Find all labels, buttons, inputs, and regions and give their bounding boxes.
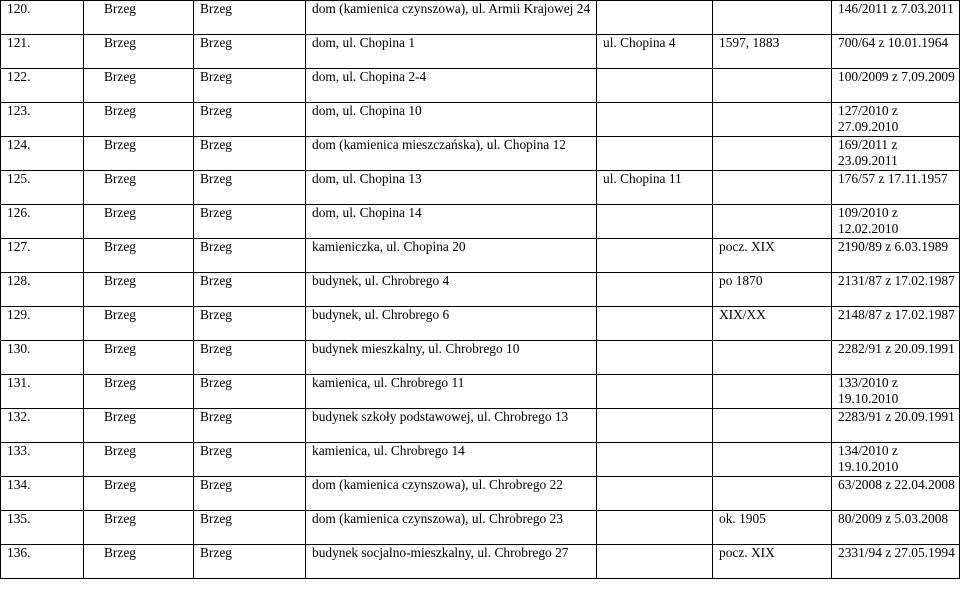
cell-number: 129.: [1, 307, 84, 341]
cell-commune: Brzeg: [84, 205, 194, 239]
cell-number: 120.: [1, 1, 84, 35]
table-row: [1, 511, 960, 545]
table-row: [1, 443, 960, 477]
cell-object: dom, ul. Chopina 2-4: [306, 69, 597, 103]
cell-number: 135.: [1, 511, 84, 545]
cell-register-number: 2190/89 z 6.03.1989: [832, 239, 960, 273]
cell-commune: Brzeg: [84, 477, 194, 511]
cell-commune: Brzeg: [84, 239, 194, 273]
cell-dating: [713, 409, 832, 443]
cell-dating: pocz. XIX: [713, 545, 832, 579]
cell-number: 130.: [1, 341, 84, 375]
cell-register-number: 63/2008 z 22.04.2008: [832, 477, 960, 511]
cell-register-number: 134/2010 z 19.10.2010: [832, 443, 960, 477]
cell-object: budynek mieszkalny, ul. Chrobrego 10: [306, 341, 597, 375]
cell-number: 128.: [1, 273, 84, 307]
cell-locality: Brzeg: [194, 341, 306, 375]
cell-object: dom, ul. Chopina 14: [306, 205, 597, 239]
cell-former-address: [597, 307, 713, 341]
cell-dating: [713, 103, 832, 137]
table-body: [1, 1, 960, 579]
table-row: [1, 341, 960, 375]
cell-former-address: [597, 273, 713, 307]
cell-dating: ok. 1905: [713, 511, 832, 545]
cell-locality: Brzeg: [194, 409, 306, 443]
cell-locality: Brzeg: [194, 171, 306, 205]
table-row: [1, 545, 960, 579]
cell-dating: [713, 1, 832, 35]
table-row: [1, 307, 960, 341]
cell-number: 127.: [1, 239, 84, 273]
cell-former-address: [597, 443, 713, 477]
cell-dating: po 1870: [713, 273, 832, 307]
cell-object: budynek, ul. Chrobrego 6: [306, 307, 597, 341]
table-row: [1, 375, 960, 409]
cell-locality: Brzeg: [194, 1, 306, 35]
cell-former-address: [597, 205, 713, 239]
cell-locality: Brzeg: [194, 137, 306, 171]
cell-locality: Brzeg: [194, 69, 306, 103]
cell-dating: 1597, 1883: [713, 35, 832, 69]
cell-commune: Brzeg: [84, 443, 194, 477]
table-row: [1, 35, 960, 69]
cell-register-number: 2282/91 z 20.09.1991: [832, 341, 960, 375]
cell-register-number: 176/57 z 17.11.1957: [832, 171, 960, 205]
cell-former-address: [597, 375, 713, 409]
cell-number: 133.: [1, 443, 84, 477]
cell-number: 131.: [1, 375, 84, 409]
cell-commune: Brzeg: [84, 375, 194, 409]
cell-number: 125.: [1, 171, 84, 205]
cell-dating: pocz. XIX: [713, 239, 832, 273]
cell-object: kamieniczka, ul. Chopina 20: [306, 239, 597, 273]
cell-number: 132.: [1, 409, 84, 443]
cell-former-address: [597, 477, 713, 511]
cell-locality: Brzeg: [194, 511, 306, 545]
cell-commune: Brzeg: [84, 511, 194, 545]
cell-register-number: 2331/94 z 27.05.1994: [832, 545, 960, 579]
cell-locality: Brzeg: [194, 205, 306, 239]
cell-object: dom (kamienica czynszowa), ul. Chrobrego 23: [306, 511, 597, 545]
cell-number: 136.: [1, 545, 84, 579]
cell-object: kamienica, ul. Chrobrego 11: [306, 375, 597, 409]
table-row: [1, 477, 960, 511]
cell-number: 122.: [1, 69, 84, 103]
table-row: [1, 409, 960, 443]
cell-number: 121.: [1, 35, 84, 69]
cell-former-address: [597, 511, 713, 545]
cell-commune: Brzeg: [84, 545, 194, 579]
cell-register-number: 109/2010 z 12.02.2010: [832, 205, 960, 239]
table-row: [1, 171, 960, 205]
cell-dating: [713, 341, 832, 375]
cell-object: dom (kamienica czynszowa), ul. Chrobrego 22: [306, 477, 597, 511]
cell-locality: Brzeg: [194, 307, 306, 341]
cell-former-address: [597, 341, 713, 375]
cell-former-address: [597, 409, 713, 443]
cell-object: budynek, ul. Chrobrego 4: [306, 273, 597, 307]
cell-locality: Brzeg: [194, 375, 306, 409]
table-row: [1, 137, 960, 171]
cell-register-number: 700/64 z 10.01.1964: [832, 35, 960, 69]
cell-register-number: 2148/87 z 17.02.1987: [832, 307, 960, 341]
cell-number: 134.: [1, 477, 84, 511]
cell-register-number: 133/2010 z 19.10.2010: [832, 375, 960, 409]
cell-object: dom, ul. Chopina 13: [306, 171, 597, 205]
cell-number: 126.: [1, 205, 84, 239]
cell-register-number: 2283/91 z 20.09.1991: [832, 409, 960, 443]
cell-dating: [713, 443, 832, 477]
table-row: [1, 273, 960, 307]
cell-locality: Brzeg: [194, 443, 306, 477]
table-row: [1, 69, 960, 103]
cell-object: budynek szkoły podstawowej, ul. Chrobrego 13: [306, 409, 597, 443]
cell-number: 124.: [1, 137, 84, 171]
cell-former-address: [597, 239, 713, 273]
cell-former-address: [597, 545, 713, 579]
cell-commune: Brzeg: [84, 103, 194, 137]
cell-locality: Brzeg: [194, 273, 306, 307]
cell-dating: [713, 171, 832, 205]
cell-commune: Brzeg: [84, 307, 194, 341]
cell-register-number: 169/2011 z 23.09.2011: [832, 137, 960, 171]
cell-object: dom (kamienica mieszczańska), ul. Chopina 12: [306, 137, 597, 171]
table-row: [1, 1, 960, 35]
cell-commune: Brzeg: [84, 137, 194, 171]
cell-former-address: [597, 1, 713, 35]
cell-former-address: [597, 69, 713, 103]
cell-dating: [713, 375, 832, 409]
cell-locality: Brzeg: [194, 477, 306, 511]
cell-dating: [713, 477, 832, 511]
cell-register-number: 2131/87 z 17.02.1987: [832, 273, 960, 307]
cell-register-number: 127/2010 z 27.09.2010: [832, 103, 960, 137]
cell-commune: Brzeg: [84, 1, 194, 35]
cell-commune: Brzeg: [84, 273, 194, 307]
cell-former-address: [597, 137, 713, 171]
table-row: [1, 103, 960, 137]
cell-former-address: [597, 103, 713, 137]
cell-register-number: 100/2009 z 7.09.2009: [832, 69, 960, 103]
cell-commune: Brzeg: [84, 69, 194, 103]
cell-locality: Brzeg: [194, 545, 306, 579]
cell-dating: [713, 69, 832, 103]
cell-locality: Brzeg: [194, 103, 306, 137]
cell-object: dom, ul. Chopina 10: [306, 103, 597, 137]
cell-dating: [713, 137, 832, 171]
cell-former-address: ul. Chopina 4: [597, 35, 713, 69]
cell-object: budynek socjalno-mieszkalny, ul. Chrobrego 27: [306, 545, 597, 579]
cell-locality: Brzeg: [194, 35, 306, 69]
cell-dating: [713, 205, 832, 239]
cell-object: kamienica, ul. Chrobrego 14: [306, 443, 597, 477]
cell-object: dom, ul. Chopina 1: [306, 35, 597, 69]
cell-commune: Brzeg: [84, 171, 194, 205]
cell-former-address: ul. Chopina 11: [597, 171, 713, 205]
cell-object: dom (kamienica czynszowa), ul. Armii Krajowej 24: [306, 1, 597, 35]
cell-register-number: 146/2011 z 7.03.2011: [832, 1, 960, 35]
table-row: [1, 205, 960, 239]
cell-dating: XIX/XX: [713, 307, 832, 341]
cell-commune: Brzeg: [84, 35, 194, 69]
cell-register-number: 80/2009 z 5.03.2008: [832, 511, 960, 545]
cell-locality: Brzeg: [194, 239, 306, 273]
cell-commune: Brzeg: [84, 341, 194, 375]
cell-number: 123.: [1, 103, 84, 137]
table-row: [1, 239, 960, 273]
cell-commune: Brzeg: [84, 409, 194, 443]
